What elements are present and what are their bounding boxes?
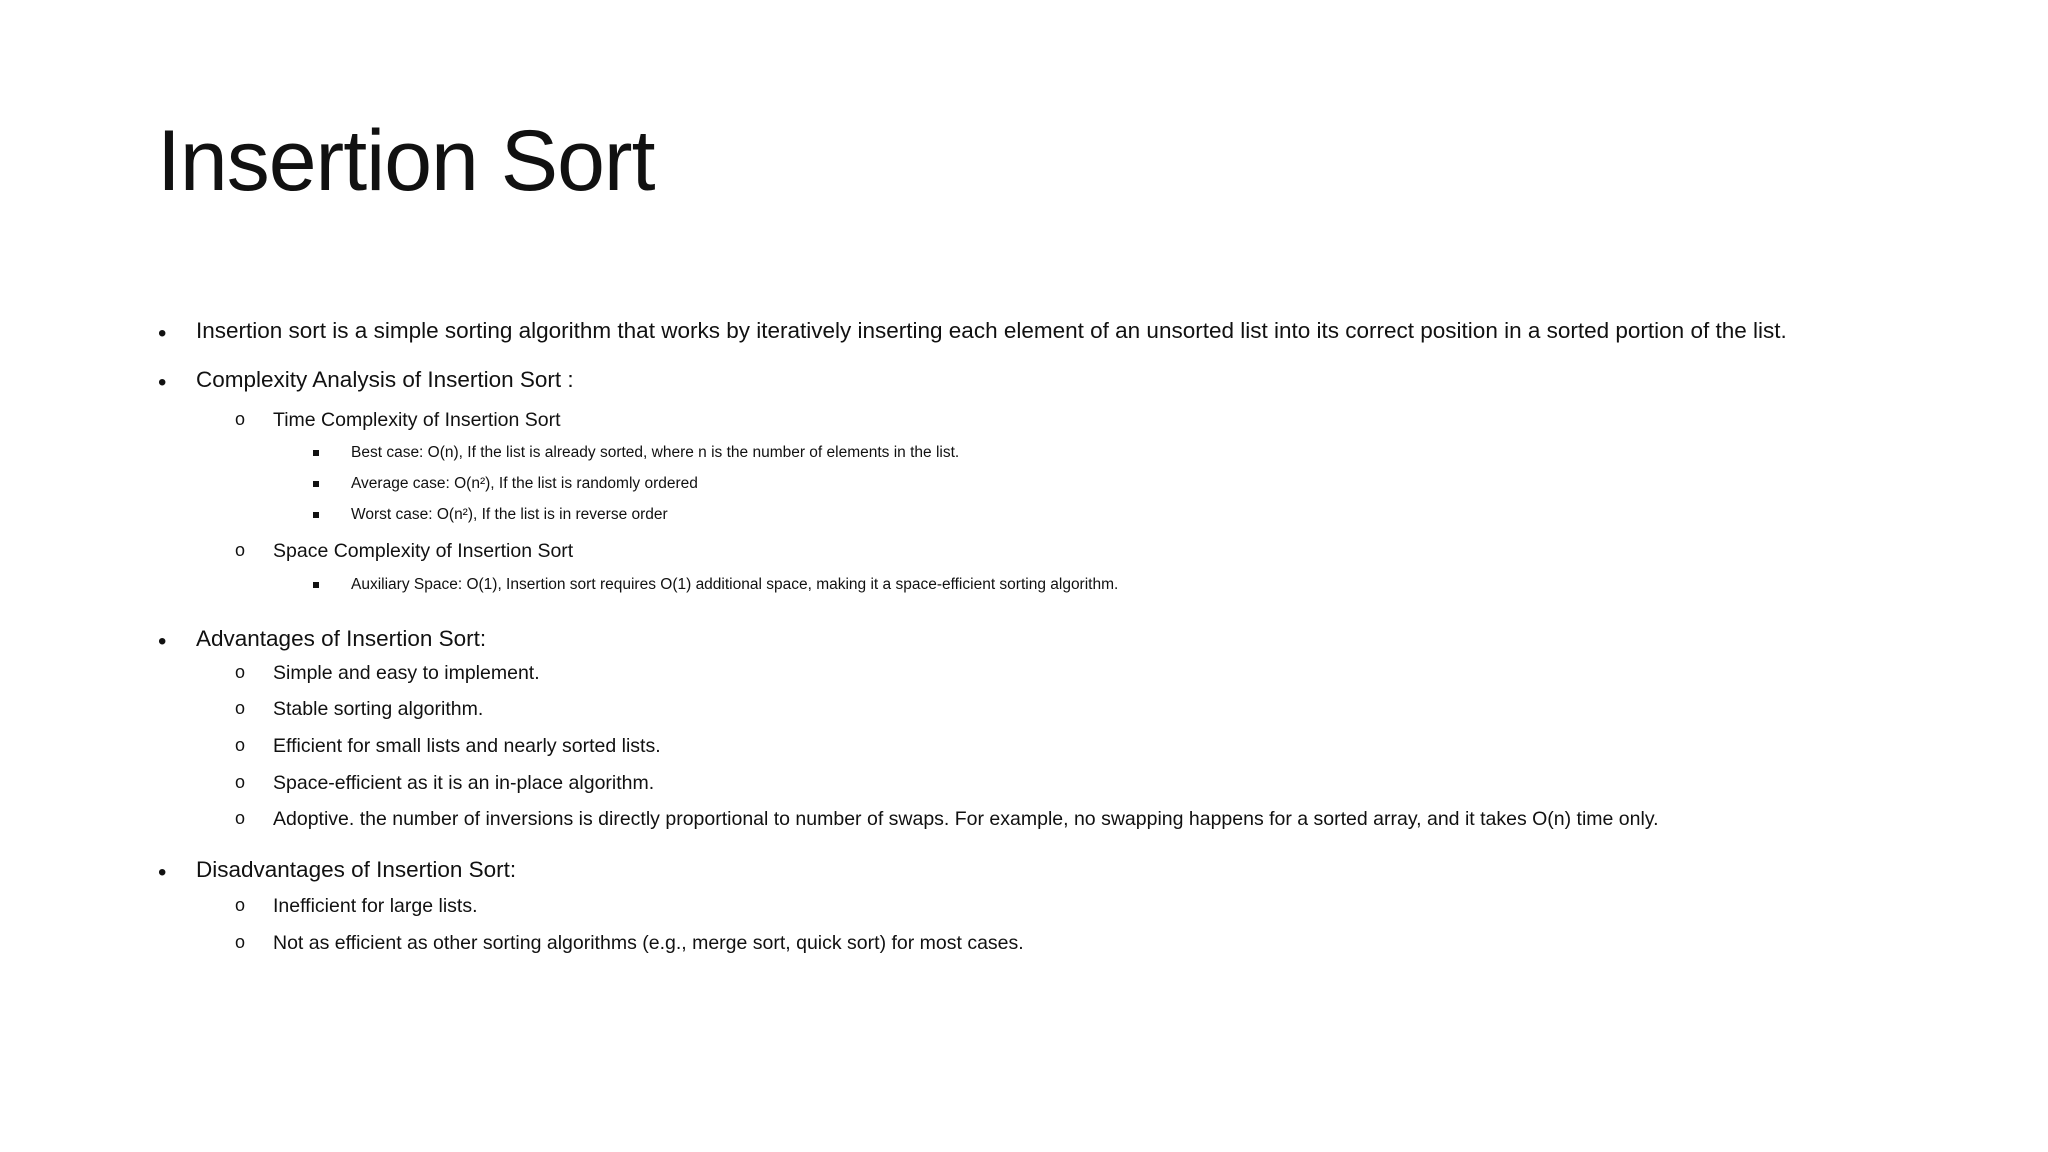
bullet-circle-icon: o <box>235 772 246 792</box>
bullet-circle-icon: o <box>235 540 246 560</box>
bullet-circle-icon: o <box>235 808 246 828</box>
list-item-text: Auxiliary Space: O(1), Insertion sort requires O(1) additional space, making it a space-efficient sorting algorithm. <box>351 576 1119 593</box>
list-item-text: Stable sorting algorithm. <box>273 698 484 720</box>
list-item-level-3 <box>351 506 668 524</box>
bullet-circle-icon: o <box>235 932 246 952</box>
bullet-circle-icon: o <box>235 735 246 755</box>
list-item-level-1 <box>158 318 1787 347</box>
bullet-dot-icon: • <box>158 320 167 347</box>
bullet-circle-icon: o <box>235 698 246 718</box>
list-item-text: Complexity Analysis of Insertion Sort : <box>196 367 574 392</box>
bullet-circle-icon: o <box>235 409 246 429</box>
list-item-level-2 <box>235 772 655 795</box>
list-item-level-2 <box>235 895 478 918</box>
list-item-text: Space Complexity of Insertion Sort <box>273 540 574 562</box>
list-item-text: Space-efficient as it is an in-place algorithm. <box>273 772 655 794</box>
bullet-dot-icon: • <box>158 859 167 886</box>
list-item-text: Inefficient for large lists. <box>273 895 478 917</box>
list-item-level-2 <box>235 932 1024 955</box>
list-item-text: Adoptive. the number of inversions is directly proportional to number of swaps. For example, no swapping happens for a sorted array, and it takes O(n) time only. <box>273 808 1659 830</box>
bullet-dot-icon: • <box>158 369 167 396</box>
list-item-level-3 <box>351 576 1118 594</box>
list-item-text: Efficient for small lists and nearly sorted lists. <box>273 735 661 757</box>
list-item-level-3 <box>351 475 698 493</box>
bullet-square-icon <box>313 450 319 456</box>
list-item-level-2 <box>235 698 484 721</box>
list-item-level-2 <box>235 808 1659 831</box>
list-item-text: Not as efficient as other sorting algorithms (e.g., merge sort, quick sort) for most cases. <box>273 932 1024 954</box>
list-item-level-1 <box>158 626 487 655</box>
list-item-level-1 <box>158 857 517 886</box>
list-item-level-2 <box>235 409 561 432</box>
list-item-text: Insertion sort is a simple sorting algorithm that works by iteratively inserting each element of an unsorted list into its correct position in a sorted portion of the list. <box>196 318 1787 343</box>
bullet-square-icon <box>313 481 319 487</box>
bullet-circle-icon: o <box>235 895 246 915</box>
list-item-level-2 <box>235 735 661 758</box>
list-item-level-1 <box>158 367 574 396</box>
list-item-text: Simple and easy to implement. <box>273 662 540 684</box>
slide-title: Insertion Sort <box>157 113 655 209</box>
bullet-dot-icon: • <box>158 628 167 655</box>
bullet-circle-icon: o <box>235 662 246 682</box>
list-item-level-2 <box>235 540 574 563</box>
list-item-text: Average case: O(n²), If the list is randomly ordered <box>351 475 698 492</box>
list-item-text: Best case: O(n), If the list is already sorted, where n is the number of elements in the list. <box>351 444 960 461</box>
list-item-text: Advantages of Insertion Sort: <box>196 626 487 651</box>
bullet-square-icon <box>313 582 319 588</box>
list-item-level-3 <box>351 444 959 462</box>
list-item-text: Time Complexity of Insertion Sort <box>273 409 561 431</box>
bullet-square-icon <box>313 512 319 518</box>
list-item-text: Worst case: O(n²), If the list is in reverse order <box>351 506 668 523</box>
list-item-text: Disadvantages of Insertion Sort: <box>196 857 517 882</box>
list-item-level-2 <box>235 662 540 685</box>
